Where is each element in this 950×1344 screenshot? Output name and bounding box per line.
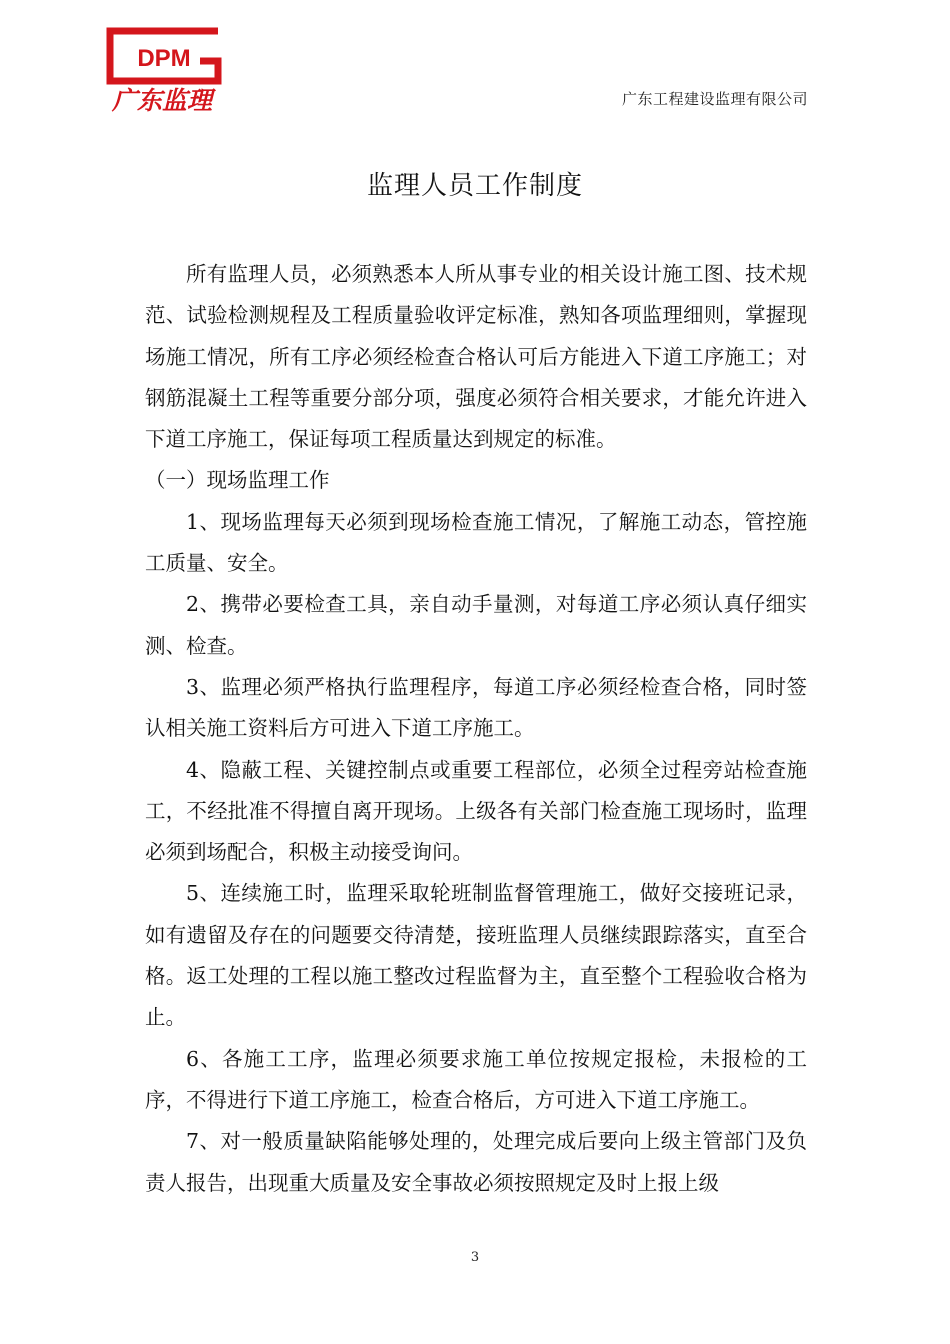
list-item: 5、连续施工时，监理采取轮班制监督管理施工，做好交接班记录，如有遗留及存在的问题要交待清楚，接班监理人员继续跟踪落实，直至合格。返工处理的工程以施工整改过程监督为主，直至整个工程验收合格为止。 xyxy=(145,881,807,1030)
list-item: 6、各施工工序，监理必须要求施工单位按规定报检，未报检的工序，不得进行下道工序施工，检查合格后，方可进入下道工序施工。 xyxy=(145,1046,807,1112)
section-heading: （一）现场监理工作 xyxy=(145,468,330,493)
list-item: 2、携带必要检查工具，亲自动手量测，对每道工序必须认真仔细实测、检查。 xyxy=(145,592,807,658)
page-number: 3 xyxy=(470,1250,480,1265)
company-name: 广东工程建设监理有限公司 xyxy=(621,90,808,108)
page-title: 监理人员工作制度 xyxy=(366,171,583,201)
document-body xyxy=(145,254,807,1204)
intro-paragraph: 所有监理人员，必须熟悉本人所从事专业的相关设计施工图、技术规范、试验检测规程及工程质量验收评定标准，熟知各项监理细则，掌握现场施工情况，所有工序必须经检查合格认可后方能进入下道工序施工；对钢筋混凝土工程等重要分部分项，强度必须符合相关要求，才能允许进入下道工序施工，保证每项工程质量达到规定的标准。 xyxy=(145,262,807,452)
list-item: 7、对一般质量缺陷能够处理的，处理完成后要向上级主管部门及负责人报告，出现重大质量及安全事故必须按照规定及时上报上级 xyxy=(145,1129,807,1195)
logo-text-bottom: 广东监理 xyxy=(111,86,213,115)
logo-text-top: DPM xyxy=(137,45,191,72)
list-item: 4、隐蔽工程、关键控制点或重要工程部位，必须全过程旁站检查施工，不经批准不得擅自离开现场。上级各有关部门检查施工现场时，监理必须到场配合，积极主动接受询问。 xyxy=(145,757,807,865)
company-logo xyxy=(100,27,228,117)
list-item: 1、现场监理每天必须到现场检查施工情况，了解施工动态，管控施工质量、安全。 xyxy=(145,509,807,576)
list-item: 3、监理必须严格执行监理程序，每道工序必须经检查合格，同时签认相关施工资料后方可进入下道工序施工。 xyxy=(145,674,807,741)
